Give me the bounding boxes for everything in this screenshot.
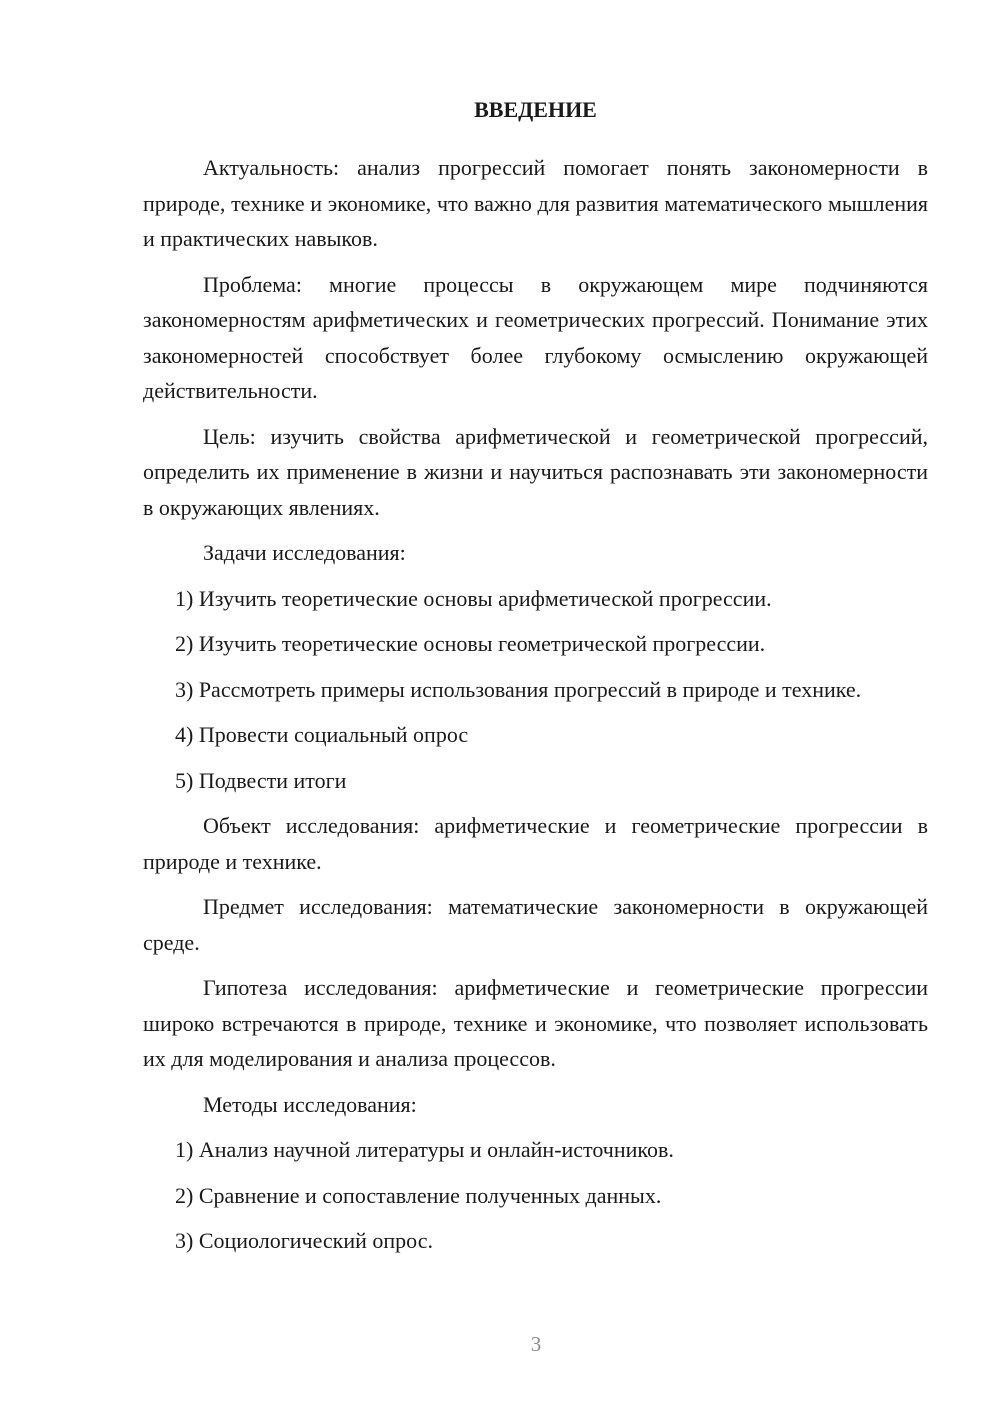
methods-heading: Методы исследования: xyxy=(203,1091,417,1117)
task-item: 4) Провести социальный опрос xyxy=(175,722,469,747)
hypothesis-paragraph: Гипотеза исследования: арифметические и геометрические прогрессии широко встречаются в природе, технике и экономике, что позволяет использовать их для моделирования и анализа процессов. xyxy=(143,975,928,1071)
task-item: 2) Изучить теоретические основы геометрической прогрессии. xyxy=(175,631,766,656)
problem-paragraph: Проблема: многие процессы в окружающем мире подчиняются закономерностям арифметических и геометрических прогрессий. Понимание этих закономерностей способствует более глубокому осмыслению окружающей действительности. xyxy=(143,271,928,403)
method-item: 3) Социологический опрос. xyxy=(175,1228,433,1253)
method-item: 1) Анализ научной литературы и онлайн-источников. xyxy=(175,1137,674,1162)
method-item: 2) Сравнение и сопоставление полученных данных. xyxy=(175,1182,662,1208)
section-heading: ВВЕДЕНИЕ xyxy=(474,97,597,122)
task-item: 1) Изучить теоретические основы арифметической прогрессии. xyxy=(175,585,772,611)
page-number: 3 xyxy=(530,1332,542,1356)
tasks-heading: Задачи исследования: xyxy=(203,540,406,565)
task-item: 3) Рассмотреть примеры использования прогрессий в природе и технике. xyxy=(175,676,862,702)
object-paragraph: Объект исследования: арифметические и геометрические прогрессии в природе и технике. xyxy=(143,813,928,874)
task-item: 5) Подвести итоги xyxy=(175,767,347,793)
subject-paragraph: Предмет исследования: математические закономерности в окружающей среде. xyxy=(143,894,928,955)
page-content xyxy=(143,92,928,1269)
goal-paragraph: Цель: изучить свойства арифметической и геометрической прогрессий, определить их применение в жизни и научиться распознавать эти закономерности в окружающих явлениях. xyxy=(143,423,928,520)
relevance-paragraph: Актуальность: анализ прогрессий помогает понять закономерности в природе, технике и экономике, что важно для развития математического мышления и практических навыков. xyxy=(143,155,928,251)
